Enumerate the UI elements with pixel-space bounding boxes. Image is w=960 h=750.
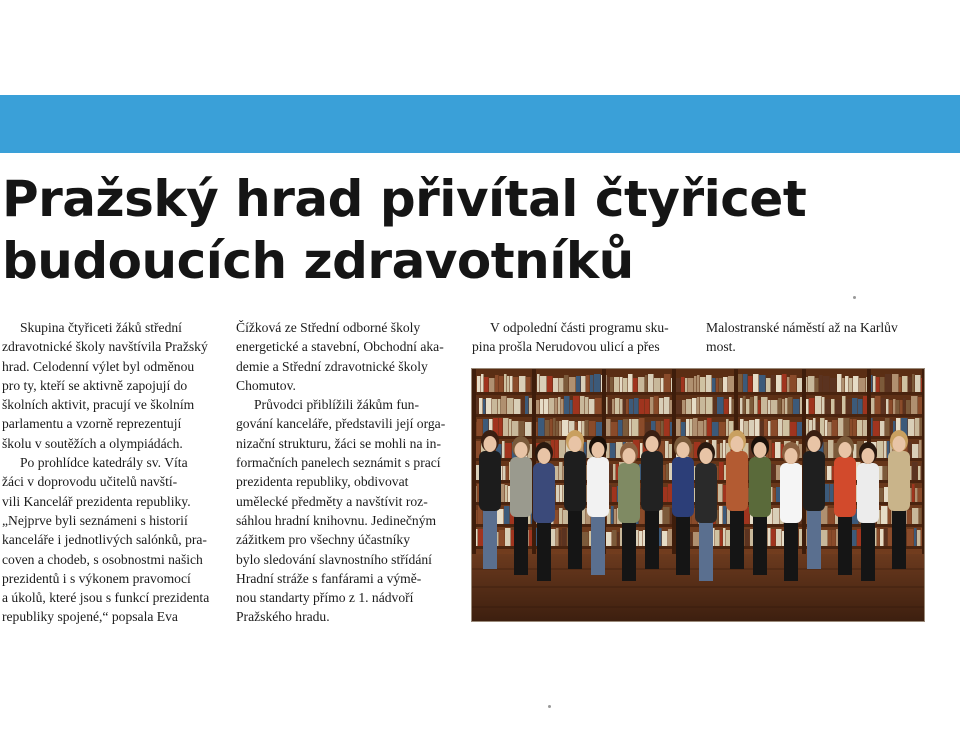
- text-line: pina prošla Nerudovou ulicí a přes: [472, 339, 660, 355]
- article-headline: [2, 168, 942, 292]
- text-line: školních aktivit, pracují ve školním: [2, 397, 195, 413]
- text-line: prezidenta republiky, obdivovat: [236, 474, 409, 490]
- text-line: gování kanceláře, představili její orga-: [236, 416, 446, 432]
- text-line: Pražského hradu.: [236, 609, 330, 625]
- scan-speck: [853, 296, 856, 299]
- text-line: most.: [706, 339, 736, 355]
- text-line: V odpolední části programu sku-: [490, 320, 669, 335]
- text-line: Skupina čtyřiceti žáků střední: [20, 320, 182, 335]
- text-line: Chomutov.: [236, 377, 296, 393]
- text-line: žáci v doprovodu učitelů navští-: [2, 474, 178, 490]
- text-line: „Nejprve byli seznámeni s historií: [2, 512, 188, 528]
- headline-line-1: Pražský hrad přivítal čtyřicet: [2, 170, 807, 228]
- text-line: nizační strukturu, žáci se mohli na in-: [236, 435, 441, 451]
- header-color-band: [0, 95, 960, 153]
- text-line: republiky spojené,“ popsala Eva: [2, 609, 178, 625]
- text-line: demie a Střední zdravotnické školy: [236, 358, 428, 374]
- text-line: a úkolů, které jsou s funkcí prezidenta: [2, 590, 210, 606]
- text-line: kanceláře i jednotlivých salónků, pra-: [2, 532, 207, 548]
- text-line: Po prohlídce katedrály sv. Víta: [20, 455, 188, 471]
- article-column-2: [236, 318, 454, 627]
- text-line: pro ty, kteří se aktivně zapojují do: [2, 377, 188, 393]
- group-photo: [471, 368, 925, 622]
- text-line: školu v soutěžích a olympiádách.: [2, 435, 183, 451]
- text-line: Průvodci přiblížili žákům fun-: [254, 397, 419, 413]
- article-column-1: [2, 318, 220, 627]
- text-line: bylo sledování slavnostního střídání: [236, 551, 432, 567]
- headline-line-2: budoucích zdravotníků: [2, 232, 634, 290]
- text-line: zážitkem pro všechny účastníky: [236, 532, 411, 548]
- text-line: energetické a stavební, Obchodní aka-: [236, 339, 444, 355]
- text-line: nou standarty přímo z 1. nádvoří: [236, 590, 414, 606]
- text-line: sáhlou hradní knihovnu. Jedinečným: [236, 512, 437, 528]
- text-line: umělecké předměty a navštívit roz-: [236, 493, 428, 509]
- text-line: hrad. Celodenní výlet byl odměnou: [2, 358, 195, 374]
- text-line: coven a chodeb, s osobnostmi našich: [2, 551, 203, 567]
- text-line: zdravotnické školy navštívila Pražský: [2, 339, 208, 355]
- text-line: vili Kancelář prezidenta republiky.: [2, 493, 191, 509]
- text-line: Malostranské náměstí až na Karlův: [706, 320, 898, 335]
- group-photo-illustration: [472, 369, 924, 621]
- text-line: parlamentu a vzorně reprezentují: [2, 416, 182, 432]
- text-line: formačních panelech seznámit s prací: [236, 455, 441, 471]
- text-line: Hradní stráže s fanfárami a výmě-: [236, 570, 422, 586]
- article-column-3: [472, 318, 682, 357]
- text-line: Čížková ze Střední odborné školy: [236, 320, 421, 335]
- article-column-4: [706, 318, 916, 357]
- text-line: prezidentů i s výkonem pravomocí: [2, 570, 191, 586]
- scan-speck: [548, 705, 551, 708]
